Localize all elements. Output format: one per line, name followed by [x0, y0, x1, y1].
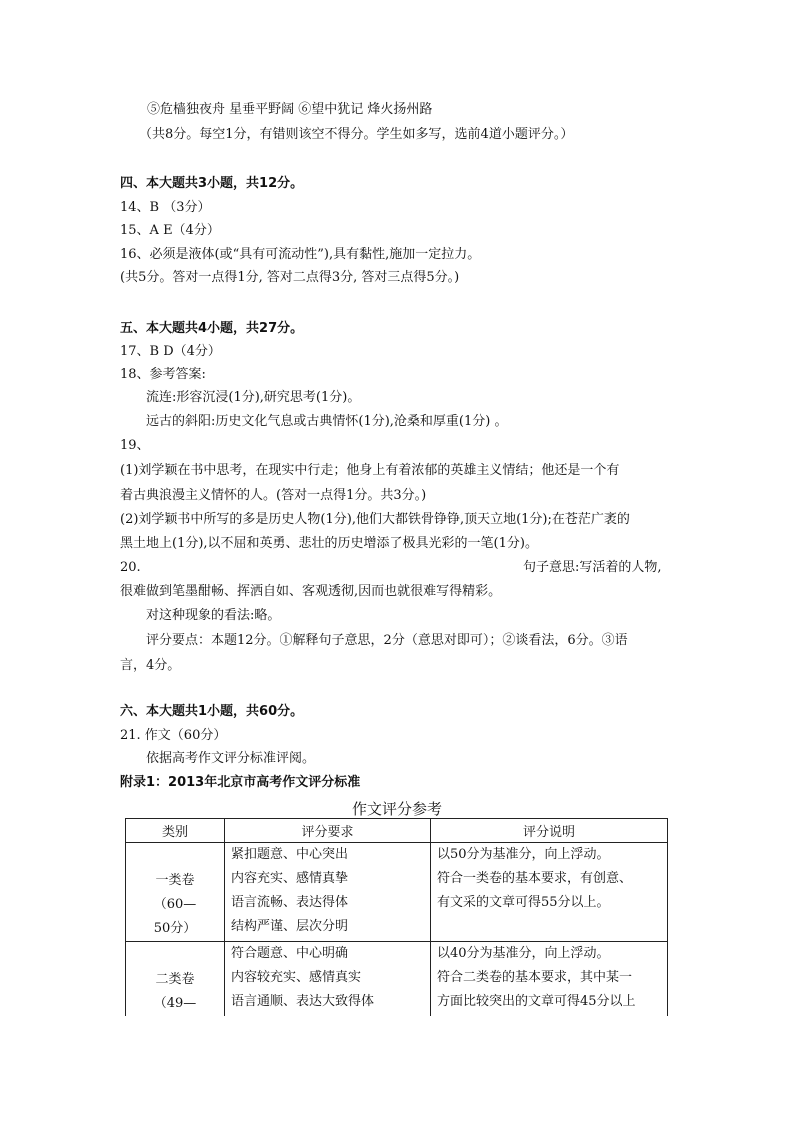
header-requirements: 评分要求	[225, 819, 431, 843]
row-2-requirements	[225, 942, 431, 1017]
answer-19-part-1-line-2: 着古典浪漫主义情怀的人。(答对一点得1分。共3分。)	[120, 488, 427, 503]
note-line: 有文采的文章可得55分以上。	[437, 895, 610, 910]
answer-19-part-2-line-2: 黑土地上(1分),以不屈和英勇、悲壮的历史增添了极具光彩的一笔(1分)。	[120, 536, 538, 551]
category-line: （60—	[153, 897, 197, 912]
requirement-line: 内容充实、感情真挚	[231, 871, 349, 886]
answer-20-scoring-line-1: 评分要点：本题12分。①解释句子意思，2分（意思对即可）；②谈看法，6分。③语	[146, 633, 628, 648]
header-category: 类别	[126, 819, 225, 843]
answer-20-scoring-line-2: 言，4分。	[120, 658, 181, 673]
note-line: 以50分为基准分，向上浮动。	[437, 847, 610, 862]
category-line: 二类卷	[155, 972, 195, 987]
answer-20-opinion: 对这种现象的看法:略。	[146, 608, 281, 623]
row-2-category	[126, 942, 225, 1017]
appendix-heading: 附录1：2013年北京市高考作文评分标准	[120, 775, 361, 790]
row-1-notes	[431, 843, 668, 942]
row-2-notes	[431, 942, 668, 1017]
note-line: 符合一类卷的基本要求，有创意、	[437, 871, 633, 886]
table-header-row	[126, 819, 668, 843]
answer-14: 14、B （3分）	[120, 200, 211, 215]
section-five-heading: 五、本大题共4小题，共27分。	[120, 321, 304, 336]
requirement-line: 结构严谨、层次分明	[231, 919, 349, 934]
answer-21: 21. 作文（60分）	[120, 728, 227, 743]
section-six-heading: 六、本大题共1小题，共60分。	[120, 704, 304, 719]
answer-18-part-a: 流连:形容沉浸(1分),研究思考(1分)。	[146, 390, 361, 405]
answer-21-note: 依据高考作文评分标准评阅。	[146, 751, 316, 766]
category-line: （49—	[153, 996, 197, 1011]
scoring-table	[125, 818, 668, 1016]
answer-19-part-2-line-1: (2)刘学颖书中所写的多是历史人物(1分),他们大都铁骨铮铮,顶天立地(1分);在苍茫广袤的	[120, 512, 630, 527]
answer-19-heading: 19、	[120, 438, 150, 453]
answer-20-heading: 20.	[120, 560, 141, 575]
header-notes: 评分说明	[431, 819, 668, 843]
category-line: 50分）	[153, 921, 197, 936]
requirement-line: 符合题意、中心明确	[231, 946, 349, 961]
answer-19-part-1-line-1: (1)刘学颖在书中思考，在现实中行走；他身上有着浓郁的英雄主义情结；他还是一个有	[120, 463, 620, 478]
table-row	[126, 843, 668, 942]
row-1-category	[126, 843, 225, 942]
requirement-line: 紧扣题意、中心突出	[231, 847, 349, 862]
answer-18-heading: 18、参考答案:	[120, 367, 206, 382]
answer-17: 17、B D（4分）	[120, 344, 221, 359]
row-1-requirements	[225, 843, 431, 942]
poem-scoring-note: （共8分。每空1分，有错则该空不得分。学生如多写，选前4道小题评分。）	[139, 127, 574, 142]
note-line: 以40分为基准分，向上浮动。	[437, 946, 610, 961]
table-row	[126, 942, 668, 1017]
requirement-line: 语言流畅、表达得体	[231, 895, 349, 910]
answer-18-part-b: 远古的斜阳:历史文化气息或古典情怀(1分),沧桑和厚重(1分) 。	[146, 414, 508, 429]
note-line: 方面比较突出的文章可得45分以上	[437, 994, 636, 1009]
poem-answers-line: ⑤危樯独夜舟 星垂平野阔 ⑥望中犹记 烽火扬州路	[147, 102, 433, 117]
requirement-line: 语言通顺、表达大致得体	[231, 994, 375, 1009]
answer-20-explanation: 很难做到笔墨酣畅、挥洒自如、客观透彻,因而也就很难写得精彩。	[120, 584, 502, 599]
requirement-line: 内容较充实、感情真实	[231, 970, 362, 985]
answer-16-scoring: (共5分。答对一点得1分, 答对二点得3分, 答对三点得5分。)	[120, 270, 460, 285]
section-four-heading: 四、本大题共3小题，共12分。	[120, 176, 304, 191]
answer-20-sentence-meaning: 句子意思:写活着的人物,	[523, 560, 662, 575]
answer-16: 16、必须是液体(或“具有可流动性”),具有黏性,施加一定拉力。	[120, 247, 481, 262]
category-line: 一类卷	[155, 873, 195, 888]
answer-15: 15、A E（4分）	[120, 223, 220, 238]
note-line: 符合二类卷的基本要求，其中某一	[437, 970, 633, 985]
table-title: 作文评分参考	[351, 800, 442, 818]
